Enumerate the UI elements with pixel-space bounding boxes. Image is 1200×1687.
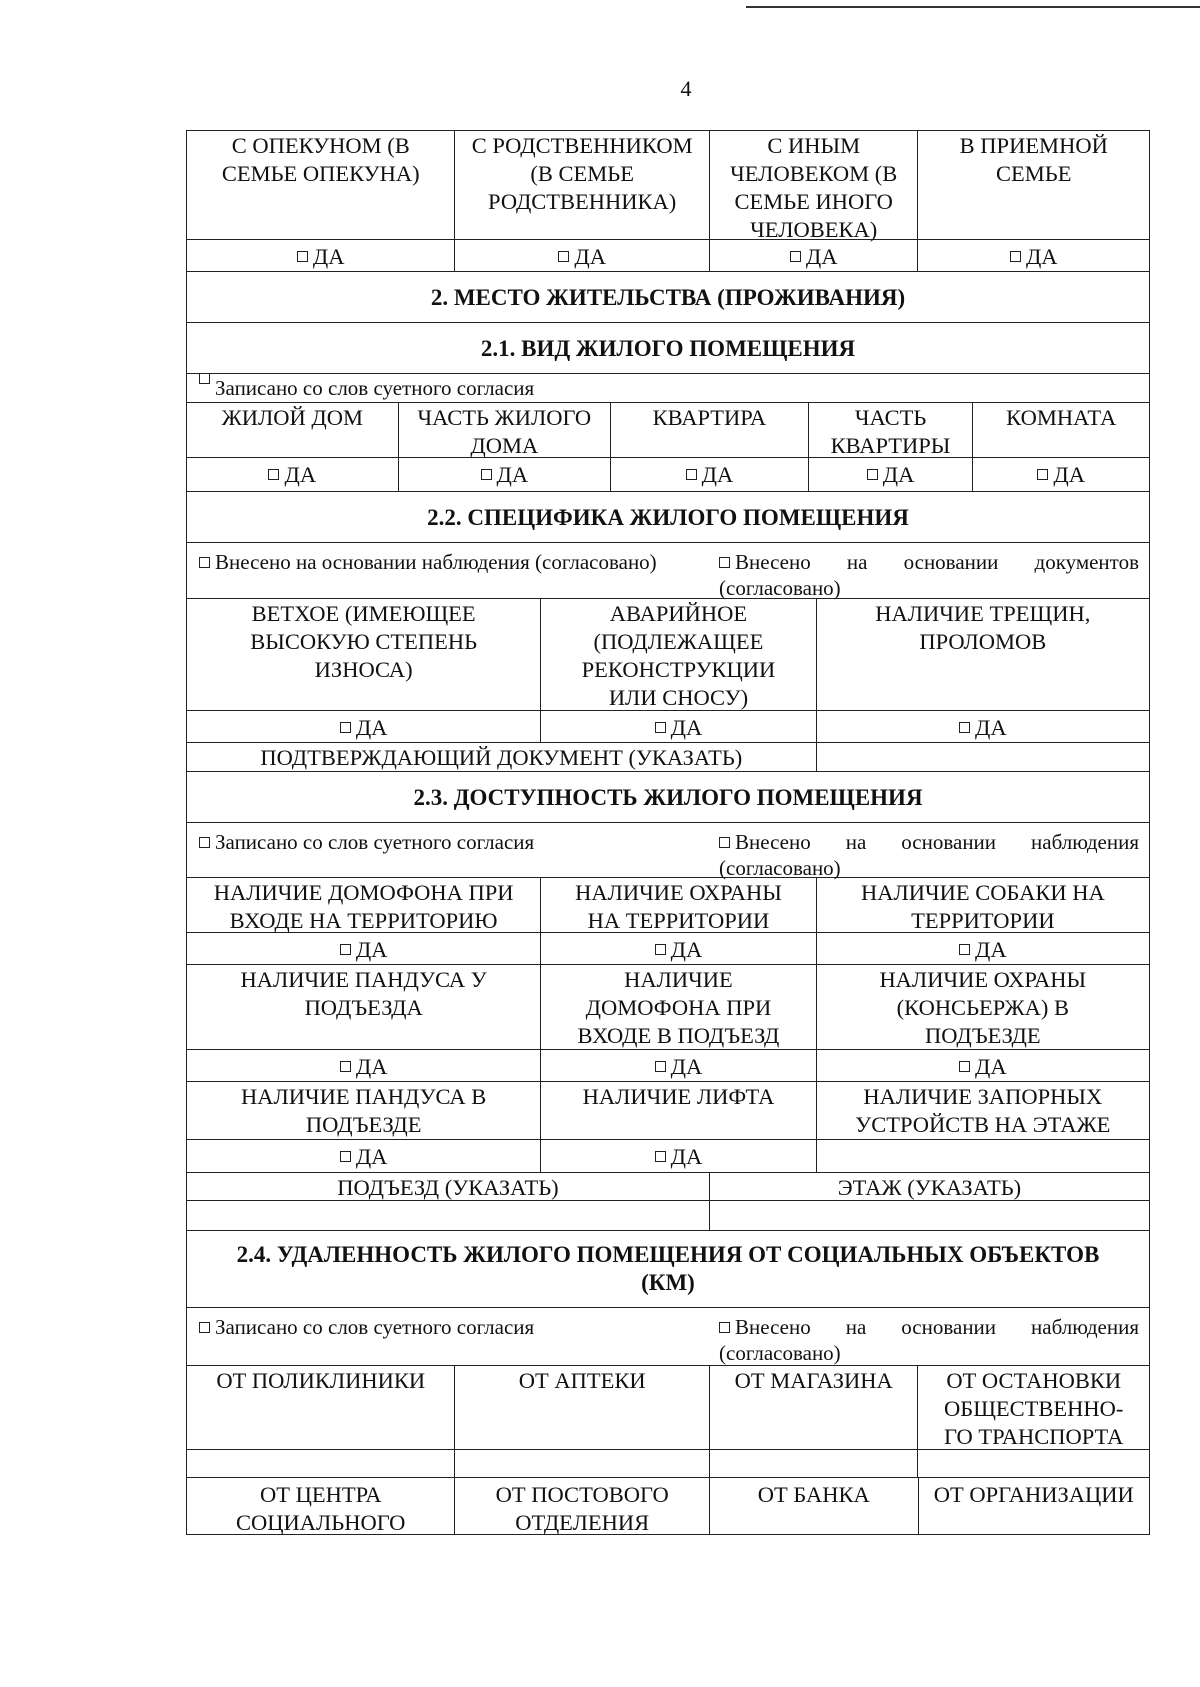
yes-checkbox[interactable]: ДА — [541, 1140, 816, 1172]
header-foster-family: В ПРИЕМНОЙ СЕМЬЕ — [959, 133, 1108, 186]
section-23-headers-row-1 — [187, 878, 1149, 933]
document-input[interactable] — [817, 743, 1149, 771]
note-checkbox[interactable]: Записано со слов суетного согласия — [187, 374, 1149, 402]
yes-checkbox[interactable]: ДА — [187, 711, 541, 742]
header-other-person: С ИНЫМ ЧЕЛОВЕКОМ (В СЕМЬЕ ИНОГО ЧЕЛОВЕКА) — [710, 131, 919, 239]
checkbox-icon — [686, 469, 697, 480]
checkbox-icon — [719, 1322, 730, 1333]
checkbox-icon — [199, 837, 210, 848]
yes-checkbox[interactable]: ДА — [817, 711, 1149, 742]
checkbox-icon — [790, 251, 801, 262]
section-23-note-row — [187, 823, 1149, 878]
checkbox-icon — [558, 251, 569, 262]
section-23-yes-row-1 — [187, 933, 1149, 965]
checkbox-icon — [340, 722, 351, 733]
section-21-header-row — [187, 323, 1149, 374]
section-22-document-row — [187, 743, 1149, 772]
yes-checkbox[interactable]: ДА — [187, 1050, 541, 1081]
checkbox-icon — [199, 557, 210, 568]
header-store: ОТ МАГАЗИНА — [710, 1366, 919, 1449]
header-room: КОМНАТА — [1006, 405, 1117, 430]
section-22-headers-row — [187, 599, 1149, 711]
section-title: 2.1. ВИД ЖИЛОГО ПОМЕЩЕНИЯ — [480, 336, 856, 361]
section-24-headers-row-2 — [187, 1478, 1149, 1534]
header-concierge: НАЛИЧИЕ ОХРАНЫ (КОНСЬЕРЖА) В ПОДЪЕЗДЕ — [879, 967, 1087, 1048]
checkbox-icon — [297, 251, 308, 262]
note-documents-checkbox[interactable]: Внесено на основании документов (согласовано) — [719, 550, 1139, 600]
checkbox-icon — [1037, 469, 1048, 480]
guardian-header-row — [187, 131, 1149, 240]
yes-checkbox[interactable]: ДА — [817, 1050, 1149, 1081]
checkbox-icon — [719, 557, 730, 568]
header-ramp-entrance: НАЛИЧИЕ ПАНДУСА У ПОДЪЕЗДА — [187, 965, 541, 1049]
yes-checkbox[interactable]: ДА — [187, 1140, 541, 1172]
section-21-headers-row — [187, 403, 1149, 458]
yes-checkbox[interactable]: ДА — [455, 240, 709, 271]
note-words-checkbox[interactable]: Записано со слов суетного согласия — [199, 1309, 719, 1365]
section-24-header-row — [187, 1231, 1149, 1308]
header-social-center: ОТ ЦЕНТРА СОЦИАЛЬНОГО — [187, 1478, 455, 1534]
entrance-label: ПОДЪЕЗД (УКАЗАТЬ) — [187, 1173, 710, 1200]
checkbox-icon — [340, 944, 351, 955]
checkbox-icon — [199, 1322, 210, 1333]
section-22-yes-row — [187, 711, 1149, 743]
header-guardian: С ОПЕКУНОМ (В СЕМЬЕ ОПЕКУНА) — [187, 131, 455, 239]
checkbox-icon — [655, 944, 666, 955]
note-observation-checkbox[interactable]: Внесено на основании наблюдения (согласовано) — [199, 544, 719, 598]
section-23-header-row — [187, 772, 1149, 823]
header-dilapidated: ВЕТХОЕ (ИМЕЮЩЕЕ ВЫСОКУЮ СТЕПЕНЬ ИЗНОСА) — [187, 599, 541, 710]
checkbox-icon — [959, 1061, 970, 1072]
distance-input[interactable] — [710, 1450, 919, 1477]
section-24-note-row — [187, 1308, 1149, 1366]
header-relative: С РОДСТВЕННИКОМ (В СЕМЬЕ РОДСТВЕННИКА) — [455, 131, 709, 239]
section-title: 2.4. УДАЛЕННОСТЬ ЖИЛОГО ПОМЕЩЕНИЯ ОТ СОЦИАЛЬНЫХ ОБЪЕКТОВ (КМ) — [236, 1242, 1100, 1295]
section-title: 2.3. ДОСТУПНОСТЬ ЖИЛОГО ПОМЕЩЕНИЯ — [413, 785, 923, 810]
page-number: 4 — [680, 76, 692, 101]
section-title: 2. МЕСТО ЖИТЕЛЬСТВА (ПРОЖИВАНИЯ) — [430, 285, 906, 310]
distance-input[interactable] — [187, 1450, 455, 1477]
yes-checkbox[interactable]: ДА — [541, 711, 816, 742]
note-observation-checkbox[interactable]: Внесено на основании наблюдения (согласовано) — [719, 1315, 1139, 1365]
guardian-yes-row — [187, 240, 1149, 272]
floor-input[interactable] — [710, 1201, 1149, 1230]
section-23-yes-row-3 — [187, 1140, 1149, 1173]
yes-checkbox[interactable]: ДА — [187, 933, 541, 964]
checkbox-icon — [959, 722, 970, 733]
empty-cell — [817, 1140, 1149, 1172]
section-2-header-row — [187, 272, 1149, 323]
distance-input[interactable] — [455, 1450, 709, 1477]
header-intercom-entrance: НАЛИЧИЕ ДОМОФОНА ПРИ ВХОДЕ В ПОДЪЕЗД — [541, 965, 816, 1049]
header-clinic: ОТ ПОЛИКЛИНИКИ — [187, 1366, 455, 1449]
yes-checkbox[interactable]: ДА — [973, 458, 1149, 491]
checkbox-icon — [340, 1151, 351, 1162]
header-post-office: ОТ ПОСТОВОГО ОТДЕЛЕНИЯ — [455, 1478, 710, 1534]
note-observation-checkbox[interactable]: Внесено на основании наблюдения (согласовано) — [719, 830, 1139, 880]
header-ramp-in-entrance: НАЛИЧИЕ ПАНДУСА В ПОДЪЕЗДЕ — [187, 1082, 541, 1139]
header-house: ЖИЛОЙ ДОМ — [187, 403, 399, 457]
section-23-entrance-floor-input-row — [187, 1201, 1149, 1231]
checkbox-icon — [655, 1151, 666, 1162]
checkbox-icon — [655, 1061, 666, 1072]
header-security-territory: НАЛИЧИЕ ОХРАНЫ НА ТЕРРИТОРИИ — [541, 878, 816, 932]
questionnaire-table — [186, 130, 1150, 1535]
entrance-input[interactable] — [187, 1201, 710, 1230]
section-23-yes-row-2 — [187, 1050, 1149, 1082]
section-22-note-row — [187, 543, 1149, 599]
checkbox-icon — [719, 837, 730, 848]
section-24-headers-row-1 — [187, 1366, 1149, 1450]
note-words-checkbox[interactable]: Записано со слов суетного согласия — [199, 824, 719, 877]
header-intercom-territory: НАЛИЧИЕ ДОМОФОНА ПРИ ВХОДЕ НА ТЕРРИТОРИЮ — [187, 878, 541, 932]
header-emergency: АВАРИЙНОЕ (ПОДЛЕЖАЩЕЕ РЕКОНСТРУКЦИИ ИЛИ СНОСУ) — [541, 599, 816, 710]
section-23-headers-row-2 — [187, 965, 1149, 1050]
yes-checkbox[interactable]: ДА — [187, 240, 455, 271]
yes-checkbox[interactable]: ДА — [541, 933, 816, 964]
header-apartment: КВАРТИРА — [611, 403, 809, 457]
yes-checkbox[interactable]: ДА — [541, 1050, 816, 1081]
yes-checkbox[interactable]: ДА — [399, 458, 612, 491]
section-title: 2.2. СПЕЦИФИКА ЖИЛОГО ПОМЕЩЕНИЯ — [427, 505, 909, 530]
section-23-entrance-floor-row — [187, 1173, 1149, 1201]
document-label: ПОДТВЕРЖДАЮЩИЙ ДОКУМЕНТ (УКАЗАТЬ) — [187, 743, 817, 771]
checkbox-icon — [655, 722, 666, 733]
top-rule — [746, 6, 1200, 8]
header-apartment-part: ЧАСТЬ КВАРТИРЫ — [809, 403, 974, 457]
header-floor-locks: НАЛИЧИЕ ЗАПОРНЫХ УСТРОЙСТВ НА ЭТАЖЕ — [855, 1084, 1111, 1137]
section-22-header-row — [187, 492, 1149, 543]
checkbox-icon — [268, 469, 279, 480]
checkbox-icon — [1010, 251, 1021, 262]
yes-checkbox[interactable]: ДА — [187, 458, 399, 491]
yes-checkbox[interactable]: ДА — [710, 240, 919, 271]
header-house-part: ЧАСТЬ ЖИЛОГО ДОМА — [399, 403, 612, 457]
section-21-yes-row — [187, 458, 1149, 492]
checkbox-icon — [959, 944, 970, 955]
yes-checkbox[interactable]: ДА — [809, 458, 974, 491]
section-21-note-row — [187, 374, 1149, 403]
checkbox-icon — [340, 1061, 351, 1072]
yes-checkbox[interactable]: ДА — [918, 240, 1149, 271]
header-dog-territory: НАЛИЧИЕ СОБАКИ НА ТЕРРИТОРИИ — [860, 880, 1105, 933]
header-pharmacy: ОТ АПТЕКИ — [455, 1366, 709, 1449]
header-organization: ОТ ОРГАНИЗАЦИИ — [933, 1482, 1134, 1507]
checkbox-icon — [867, 469, 878, 480]
yes-checkbox[interactable]: ДА — [611, 458, 809, 491]
header-cracks: НАЛИЧИЕ ТРЕЩИН, ПРОЛОМОВ — [875, 601, 1091, 654]
section-23-headers-row-3 — [187, 1082, 1149, 1140]
floor-label: ЭТАЖ (УКАЗАТЬ) — [837, 1175, 1022, 1200]
distance-input[interactable] — [918, 1450, 1149, 1477]
checkbox-icon — [481, 469, 492, 480]
header-bank: ОТ БАНКА — [710, 1478, 919, 1534]
checkbox-icon — [199, 373, 210, 384]
section-24-input-row-1 — [187, 1450, 1149, 1478]
yes-checkbox[interactable]: ДА — [817, 933, 1149, 964]
header-elevator: НАЛИЧИЕ ЛИФТА — [541, 1082, 816, 1139]
header-transport-stop: ОТ ОСТАНОВКИ ОБЩЕСТВЕННО-ГО ТРАНСПОРТА — [944, 1368, 1124, 1449]
